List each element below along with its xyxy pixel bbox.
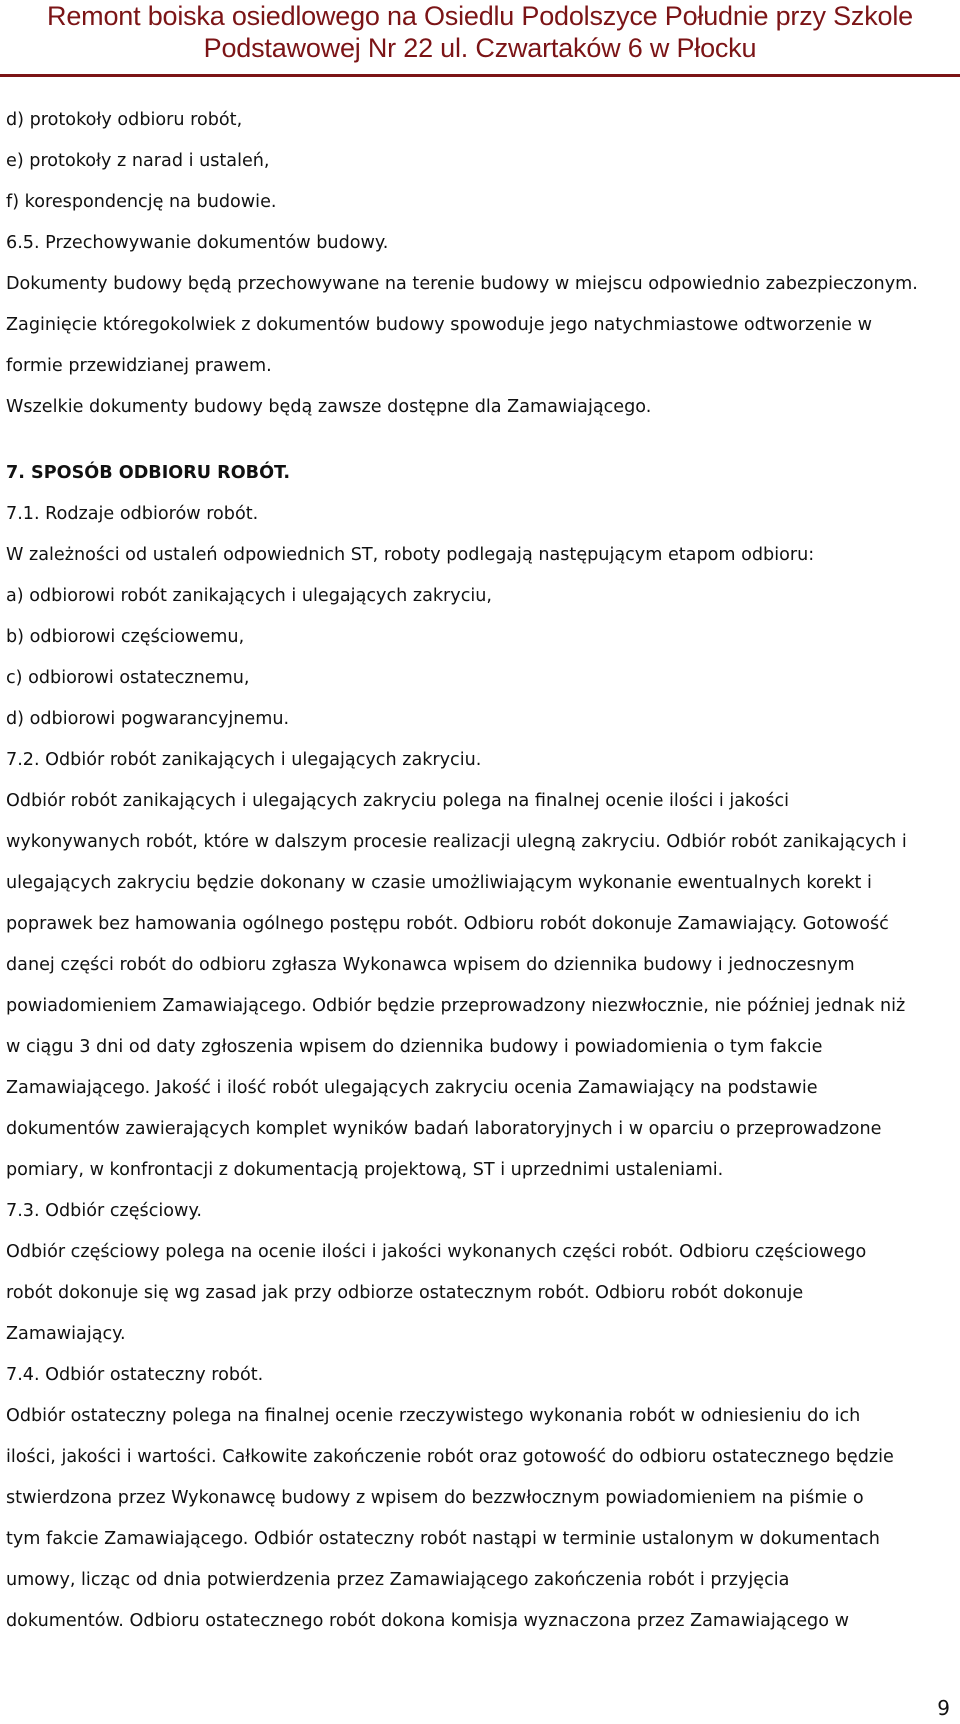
header-title-line-2: Podstawowej Nr 22 ul. Czwartaków 6 w Płocku: [203, 33, 757, 63]
section-heading: 7. SPOSÓB ODBIORU ROBÓT.: [6, 463, 291, 483]
subsection-heading: 7.3. Odbiór częściowy.: [6, 1201, 202, 1221]
header-divider: [0, 74, 960, 77]
text-line: Dokumenty budowy będą przechowywane na terenie budowy w miejscu odpowiednio zabezpieczonym.: [6, 274, 918, 294]
text-line: ilości, jakości i wartości. Całkowite zakończenie robót oraz gotowość do odbioru ostatecznego będzie: [6, 1447, 894, 1467]
list-item: c) odbiorowi ostatecznemu,: [6, 668, 250, 688]
text-line: w ciągu 3 dni od daty zgłoszenia wpisem do dziennika budowy i powiadomienia o tym fakcie: [6, 1037, 823, 1057]
section-spacer: [6, 428, 946, 453]
text-line: e) protokoły z narad i ustaleń,: [6, 151, 270, 171]
list-item: d) odbiorowi pogwarancyjnemu.: [6, 709, 290, 729]
text-line: poprawek bez hamowania ogólnego postępu robót. Odbioru robót dokonuje Zamawiający. Gotowość: [6, 914, 889, 934]
text-line: Zamawiającego. Jakość i ilość robót ulegających zakryciu ocenia Zamawiający na podstawie: [6, 1078, 818, 1098]
text-line: Zaginięcie któregokolwiek z dokumentów budowy spowoduje jego natychmiastowe odtworzenie w: [6, 315, 872, 335]
text-line: tym fakcie Zamawiającego. Odbiór ostateczny robót nastąpi w terminie ustalonym w dokumentach: [6, 1529, 880, 1549]
document-header: [0, 0, 960, 64]
list-item: b) odbiorowi częściowemu,: [6, 627, 245, 647]
header-title-line-1: Remont boiska osiedlowego na Osiedlu Podolszyce Południe przy Szkole: [47, 1, 913, 31]
text-line: powiadomieniem Zamawiającego. Odbiór będzie przeprowadzony niezwłocznie, nie później jednak niż: [6, 996, 906, 1016]
text-line: Odbiór robót zanikających i ulegających zakryciu polega na finalnej ocenie ilości i jakości: [6, 791, 790, 811]
text-line: stwierdzona przez Wykonawcę budowy z wpisem do bezzwłocznym powiadomieniem na piśmie o: [6, 1488, 864, 1508]
text-line: pomiary, w konfrontacji z dokumentacją projektową, ST i uprzednimi ustaleniami.: [6, 1160, 724, 1180]
text-line: f) korespondencję na budowie.: [6, 192, 277, 212]
subsection-heading: 7.1. Rodzaje odbiorów robót.: [6, 504, 259, 524]
text-line: d) protokoły odbioru robót,: [6, 110, 243, 130]
subsection-heading: 6.5. Przechowywanie dokumentów budowy.: [6, 233, 389, 253]
text-line: ulegających zakryciu będzie dokonany w czasie umożliwiającym wykonanie ewentualnych korekt i: [6, 873, 872, 893]
text-line: danej części robót do odbioru zgłasza Wykonawca wpisem do dziennika budowy i jednoczesnym: [6, 955, 855, 975]
list-item: a) odbiorowi robót zanikających i ulegających zakryciu,: [6, 586, 493, 606]
text-line: robót dokonuje się wg zasad jak przy odbiorze ostatecznym robót. Odbioru robót dokonuje: [6, 1283, 804, 1303]
text-line: dokumentów zawierających komplet wyników badań laboratoryjnych i w oparciu o przeprowadzone: [6, 1119, 882, 1139]
text-line: dokumentów. Odbioru ostatecznego robót dokona komisja wyznaczona przez Zamawiającego w: [6, 1611, 849, 1631]
document-body: [6, 100, 946, 1642]
page-number: 9: [937, 1696, 950, 1720]
text-line: Odbiór częściowy polega na ocenie ilości i jakości wykonanych części robót. Odbioru częściowego: [6, 1242, 867, 1262]
text-line: umowy, licząc od dnia potwierdzenia przez Zamawiającego zakończenia robót i przyjęcia: [6, 1570, 790, 1590]
text-line: Wszelkie dokumenty budowy będą zawsze dostępne dla Zamawiającego.: [6, 397, 652, 417]
text-line: W zależności od ustaleń odpowiednich ST, roboty podlegają następującym etapom odbioru:: [6, 545, 815, 565]
text-line: wykonywanych robót, które w dalszym procesie realizacji ulegną zakryciu. Odbiór robót zanikających i: [6, 832, 907, 852]
text-line: formie przewidzianej prawem.: [6, 356, 272, 376]
subsection-heading: 7.4. Odbiór ostateczny robót.: [6, 1365, 264, 1385]
subsection-heading: 7.2. Odbiór robót zanikających i ulegających zakryciu.: [6, 750, 482, 770]
text-line: Odbiór ostateczny polega na finalnej ocenie rzeczywistego wykonania robót w odniesieniu do ich: [6, 1406, 861, 1426]
text-line: Zamawiający.: [6, 1324, 126, 1344]
